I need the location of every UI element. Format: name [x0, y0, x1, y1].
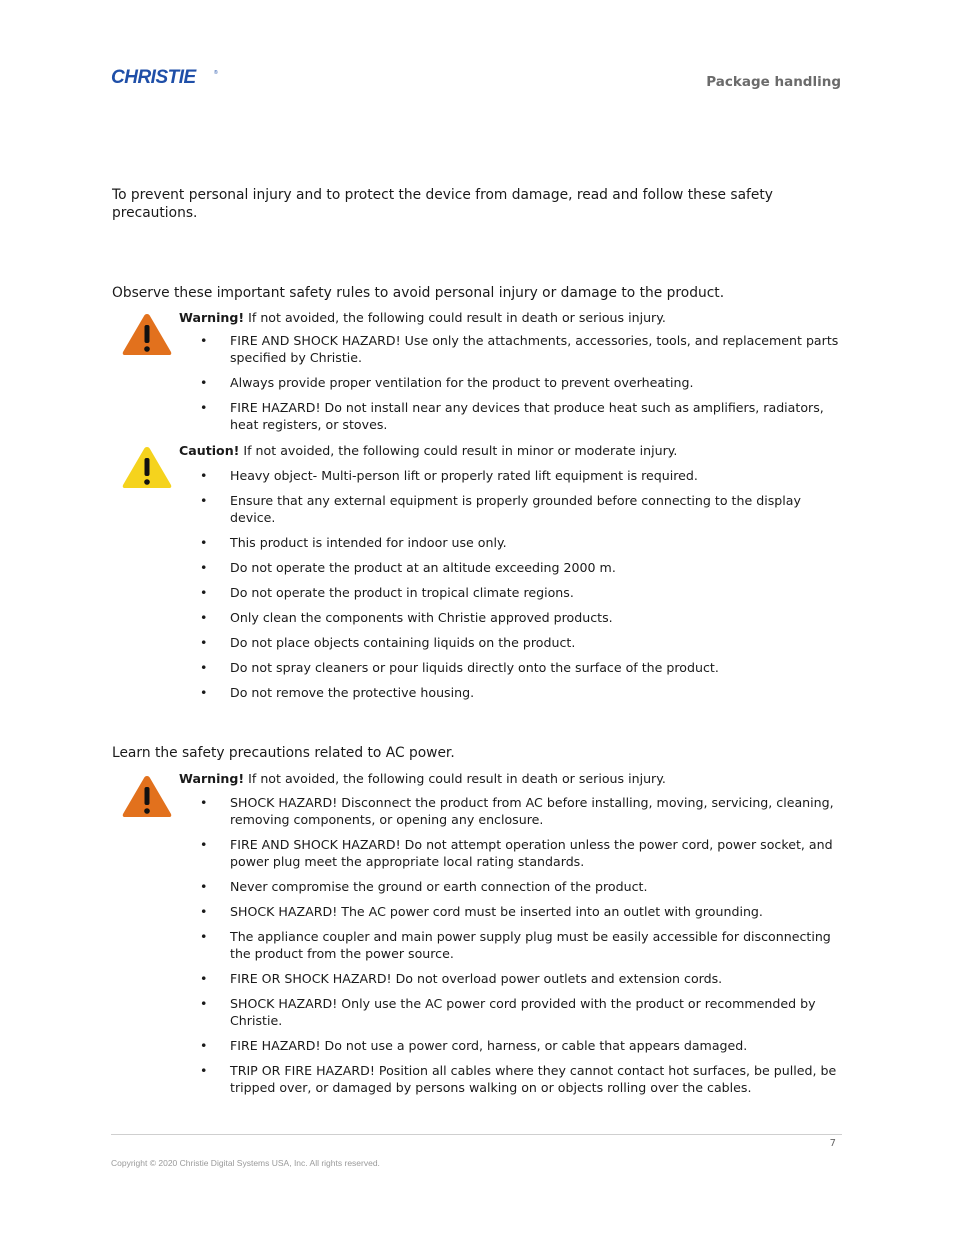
ac-warning-heading	[179, 771, 666, 787]
list-item: • FIRE HAZARD! Do not use a power cord, harness, or cable that appears damaged.	[200, 1038, 748, 1053]
list-item: • SHOCK HAZARD! Disconnect the product from AC before installing, moving, servicing, cleaning, removing components, or opening any enclosure.	[200, 795, 834, 827]
general-safety-intro: Observe these important safety rules to avoid personal injury or damage to the product.	[112, 285, 725, 301]
list-item: • FIRE OR SHOCK HAZARD! Do not overload power outlets and extension cords.	[200, 971, 723, 986]
christie-logo	[111, 66, 221, 88]
intro-paragraph: To prevent personal injury and to protect the device from damage, read and follow these safety precautions.	[112, 187, 773, 221]
ac-warning-list	[200, 794, 850, 1104]
list-item: • Do not spray cleaners or pour liquids directly onto the surface of the product.	[200, 660, 719, 675]
caution-heading	[179, 443, 677, 459]
warning-label: Warning!	[179, 310, 245, 325]
warning-icon	[121, 773, 173, 819]
warning-label: Warning!	[179, 771, 245, 786]
list-item: • Do not remove the protective housing.	[200, 685, 475, 700]
copyright-notice: Copyright © 2020 Christie Digital Systems USA, Inc. All rights reserved.	[111, 1158, 380, 1168]
warning-heading	[179, 310, 666, 326]
list-item: • Ensure that any external equipment is properly grounded before connecting to the display device.	[200, 493, 801, 525]
svg-text:®: ®	[214, 70, 218, 76]
list-item: • SHOCK HAZARD! Only use the AC power cord provided with the product or recommended by Christie.	[200, 996, 816, 1028]
list-item: • Do not operate the product in tropical climate regions.	[200, 585, 574, 600]
section-title: Package handling	[706, 74, 841, 90]
list-item: • TRIP OR FIRE HAZARD! Position all cables where they cannot contact hot surfaces, be pulled, be tripped over, or damaged by persons walking on or objects rolling over the cables.	[200, 1063, 837, 1095]
list-item: • FIRE AND SHOCK HAZARD! Do not attempt operation unless the power cord, power socket, and power plug meet the appropriate local rating standards.	[200, 837, 833, 869]
list-item: • Heavy object- Multi-person lift or properly rated lift equipment is required.	[200, 468, 698, 483]
caution-list	[200, 467, 850, 709]
caution-text: If not avoided, the following could result in minor or moderate injury.	[239, 443, 678, 458]
list-item: • Only clean the components with Christie approved products.	[200, 610, 613, 625]
list-item: • SHOCK HAZARD! The AC power cord must be inserted into an outlet with grounding.	[200, 904, 763, 919]
list-item: • Do not operate the product at an altitude exceeding 2000 m.	[200, 560, 616, 575]
page-number: 7	[829, 1138, 836, 1149]
warning-icon	[121, 311, 173, 357]
footer-divider	[111, 1134, 842, 1135]
warning-text: If not avoided, the following could result in death or serious injury.	[244, 310, 666, 325]
list-item: • This product is intended for indoor use only.	[200, 535, 507, 550]
caution-icon	[121, 444, 173, 490]
list-item: • Never compromise the ground or earth connection of the product.	[200, 879, 648, 894]
list-item: • FIRE HAZARD! Do not install near any devices that produce heat such as amplifiers, radiators, heat registers, or stoves.	[200, 400, 824, 432]
list-item: • FIRE AND SHOCK HAZARD! Use only the attachments, accessories, tools, and replacement parts specified by Christie.	[200, 333, 839, 365]
general-warning-list	[200, 332, 850, 441]
list-item: • Always provide proper ventilation for the product to prevent overheating.	[200, 375, 694, 390]
list-item: • Do not place objects containing liquids on the product.	[200, 635, 576, 650]
ac-power-intro: Learn the safety precautions related to AC power.	[112, 745, 455, 761]
warning-text: If not avoided, the following could result in death or serious injury.	[244, 771, 666, 786]
list-item: • The appliance coupler and main power supply plug must be easily accessible for disconnecting the product from the power source.	[200, 929, 831, 961]
caution-label: Caution!	[179, 443, 240, 458]
logo-wordmark: CHRISTIE	[111, 67, 196, 88]
